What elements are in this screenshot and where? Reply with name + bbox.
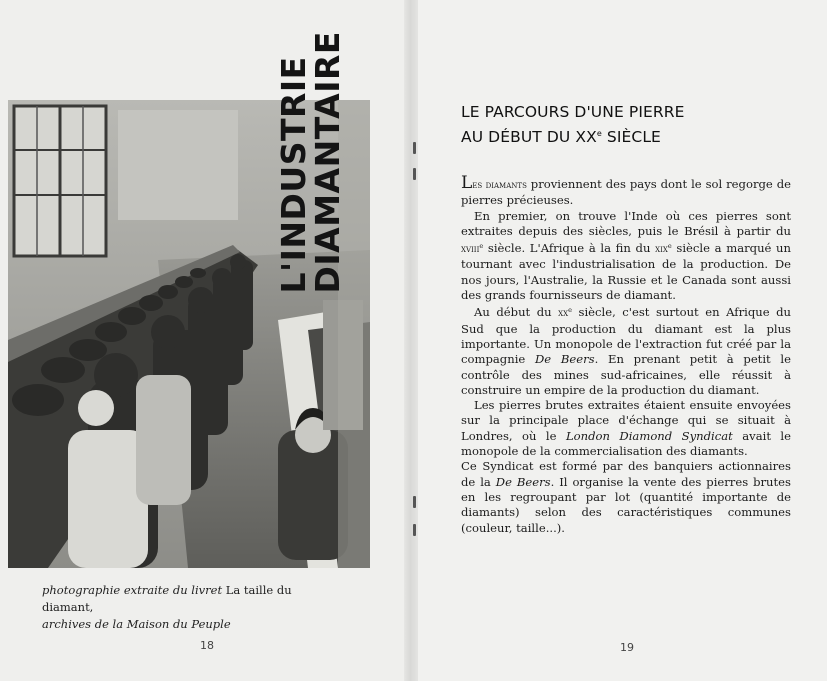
- title-line1: LE PARCOURS D'UNE PIERRE: [461, 103, 685, 121]
- photo-caption: [42, 582, 342, 633]
- dropcap: L: [461, 173, 473, 193]
- paragraph-3: Au début du $xx^e$ siècle, c'est surtout en Afrique du Sud que la production du diamant est la plus importante. Un monopole de l'extraction fut créé par la compagnie De Beers. En prenant petit à petit le contrôle des mines sud-africaines, elle réussit à construire un empire de la production du diamant.: [461, 305, 791, 397]
- binding-mark: [413, 142, 416, 154]
- vertical-title-line1: L'INDUSTRIE: [274, 55, 313, 293]
- page-number-left: 18: [200, 639, 214, 652]
- vertical-title-line2: DIAMANTAIRE: [308, 30, 347, 293]
- book-gutter: [404, 0, 418, 681]
- title-line2: AU DÉBUT DU XXe SIÈCLE: [461, 128, 661, 146]
- article-body: [461, 173, 791, 536]
- paragraph-1: Les diamants proviennent des pays dont le sol regorge de pierres précieuses.: [461, 173, 791, 208]
- binding-mark: [413, 524, 416, 536]
- caption-source: archives de la Maison du Peuple: [42, 617, 231, 631]
- binding-mark: [413, 496, 416, 508]
- paragraph-4: Les pierres brutes extraites étaient ensuite envoyées sur la principale place d'échange qui se situait à Londres, où le London Diamond Syndicat avait le monopole de la commercialisation des diamants.: [461, 398, 791, 459]
- section-title: [461, 101, 781, 148]
- paragraph-2: En premier, on trouve l'Inde où ces pierres sont extraites depuis des siècles, puis le Brésil à partir du xviii$^e$ siècle. L'Afrique à la fin du xix$^e$ siècle a marqué un tournant avec l'industrialisation de la production. De nos jours, l'Australie, la Russie et le Canada sont aussi des grands fournisseurs de diamant.: [461, 208, 791, 303]
- binding-mark: [413, 168, 416, 180]
- caption-text: photographie extraite du livret: [42, 583, 226, 597]
- caption-book-title: La taille du diamant,: [42, 583, 292, 614]
- page-number-right: 19: [620, 641, 634, 654]
- paragraph-5: Ce Syndicat est formé par des banquiers actionnaires de la De Beers. Il organise la vente des pierres brutes en les regroupant par lot (quantité importante de diamants) selon des caractéristiques communes (couleur, taille...).: [461, 459, 791, 535]
- vertical-title: [273, 18, 349, 293]
